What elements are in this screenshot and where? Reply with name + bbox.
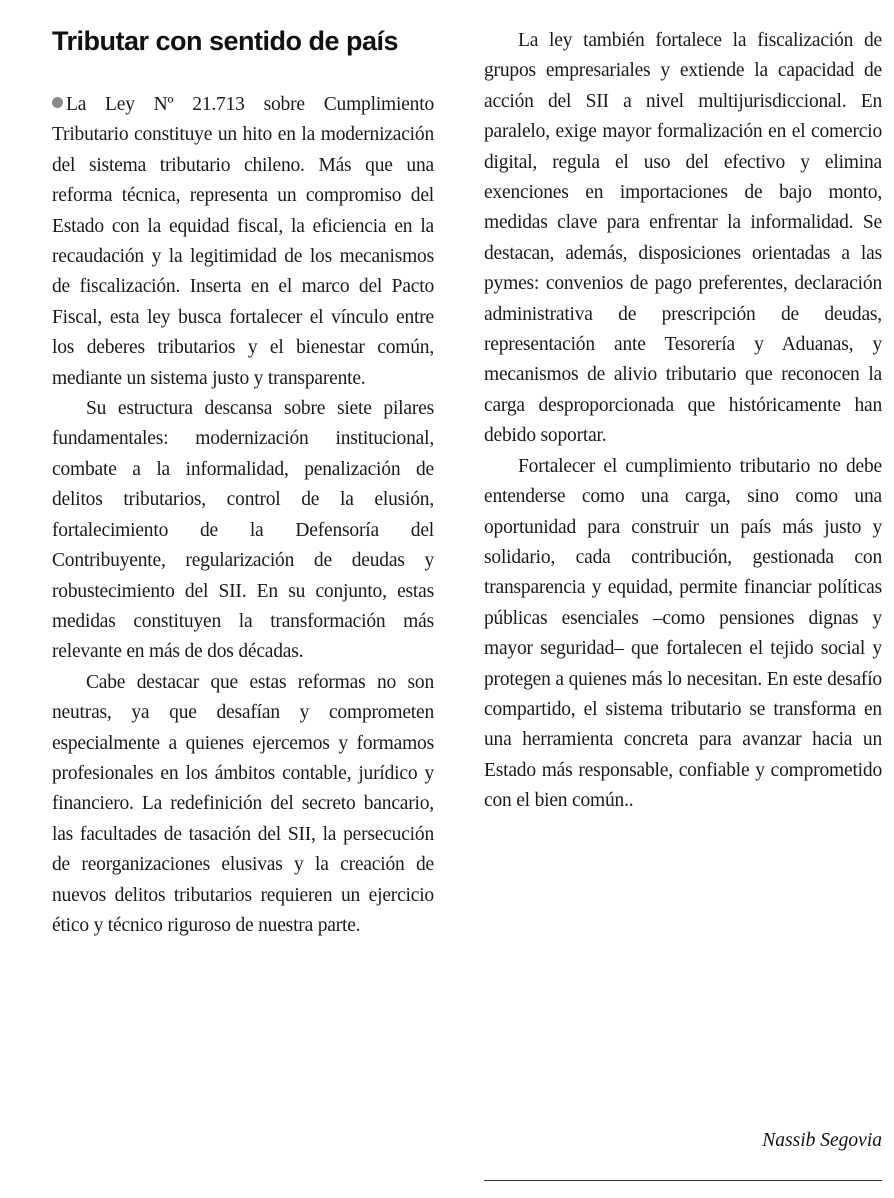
paragraph-3: Cabe destacar que estas reformas no son neutras, ya que desafían y comprometen especialmente a quienes ejercemos y formamos profesionales en los ámbitos contable, jurídico y financiero. La redefinición del secreto bancario, las facultades de tasación del SII, la persecución de reorganizaciones elusivas y la creación de nuevos delitos tributarios requieren un ejercicio ético y técnico riguroso de nuestra parte. [52, 671, 434, 936]
author-signature: Nassib Segovia [762, 1130, 882, 1151]
right-column-body [484, 26, 882, 817]
paragraph-2: Su estructura descansa sobre siete pilares fundamentales: modernización institucional, combate a la informalidad, penalización de delitos tributarios, control de la elusión, fortalecimiento de la Defensoría del Contribuyente, regularización de deudas y robustecimiento del SII. En su conjunto, estas medidas constituyen la transformación más relevante en más de dos décadas. [52, 398, 434, 663]
bullet-icon [52, 97, 63, 108]
article-title: Tributar con sentido de país [52, 26, 399, 56]
paragraph-1 [52, 90, 434, 394]
left-column-body [52, 90, 434, 941]
bottom-divider [484, 1180, 882, 1181]
paragraph-4: La ley también fortalece la fiscalización de grupos empresariales y extiende la capacidad de acción del SII a nivel multijurisdiccional. En paralelo, exige mayor formalización en el comercio digital, regula el uso del efectivo y elimina exenciones en importaciones de bajo monto, medidas clave para enfrentar la informalidad. Se destacan, además, disposiciones orientadas a las pymes: convenios de pago preferentes, declaración administrativa de prescripción de deudas, representación ante Tesorería y Aduanas, y mecanismos de alivio tributario que reconocen la carga desproporcionada que históricamente han debido soportar. [484, 30, 882, 447]
paragraph-5: Fortalecer el cumplimiento tributario no debe entenderse como una carga, sino como una oportunidad para construir un país más justo y solidario, cada contribución, gestionada con transparencia y equidad, permite financiar políticas públicas esenciales –como pensiones dignas y mayor seguridad– que fortalecen el tejido social y protegen a quienes más lo necesitan. En este desafío compartido, el sistema tributario se transforma en una herramienta concreta para avanzar hacia un Estado más responsable, confiable y comprometido con el bien común.. [484, 455, 882, 812]
paragraph-1-text: La Ley Nº 21.713 sobre Cumplimiento Tributario constituye un hito en la modernización del sistema tributario chileno. Más que una reforma técnica, representa un compromiso del Estado con la equidad fiscal, la eficiencia en la recaudación y la legitimidad de los mecanismos de fiscalización. Inserta en el marco del Pacto Fiscal, esta ley busca fortalecer el vínculo entre los deberes tributarios y el bienestar común, mediante un sistema justo y transparente. [52, 94, 434, 389]
